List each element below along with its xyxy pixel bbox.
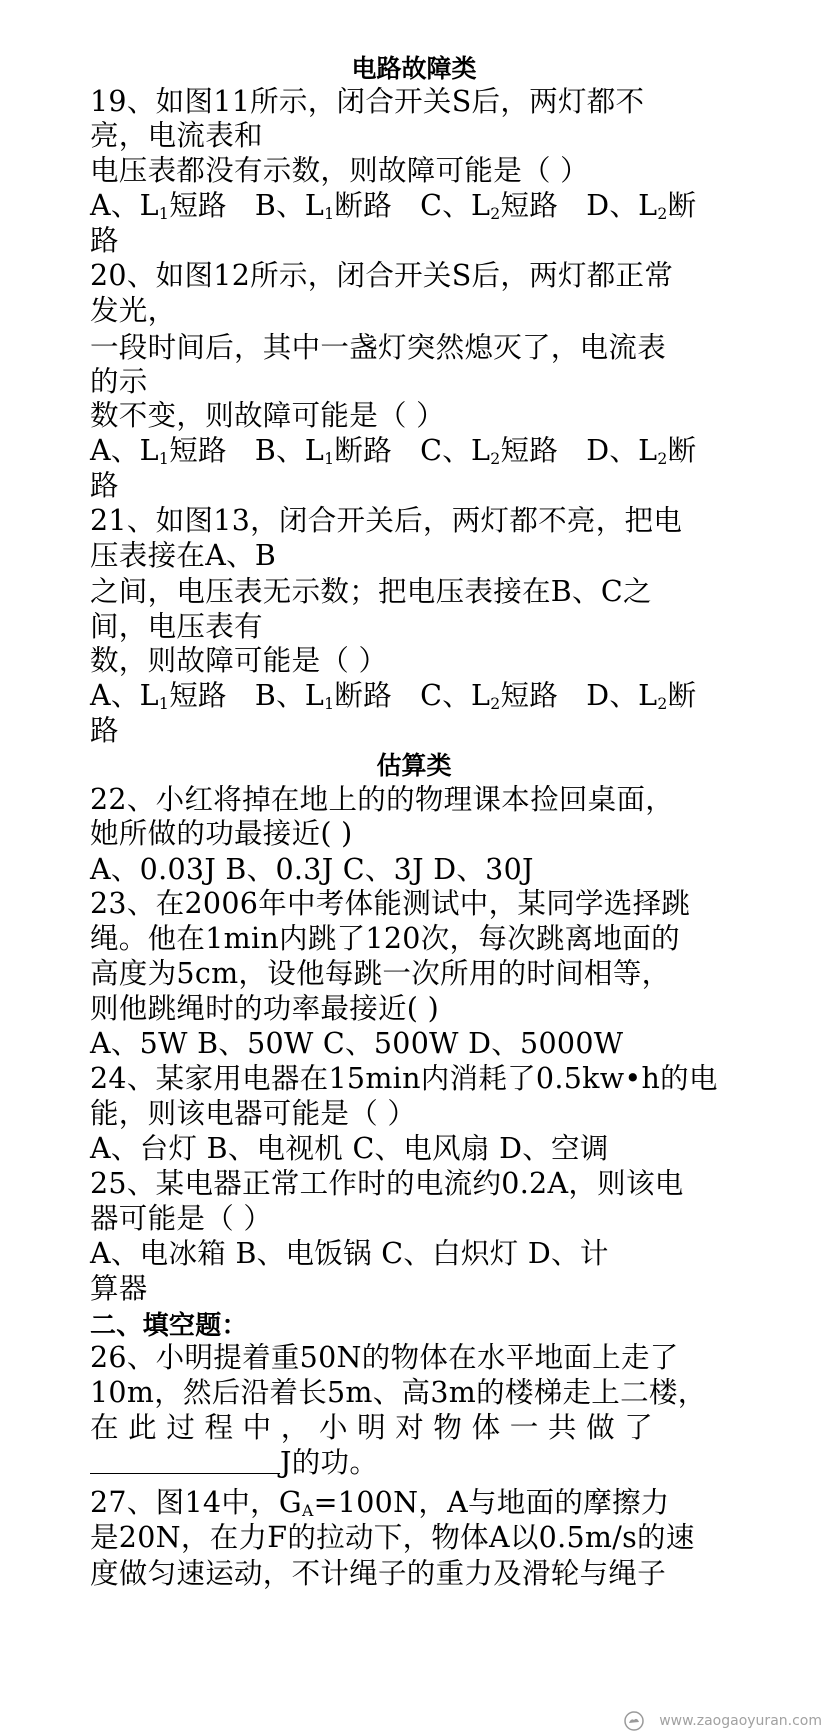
- q26-line1: 26、小明提着重50N的物体在水平地面上走了: [90, 1341, 679, 1374]
- q19-line3: 电压表都没有示数，则故障可能是（ ）: [90, 154, 589, 187]
- q21-line4: 间，电压表有: [90, 610, 263, 643]
- q26-line4-suffix: J的功。: [280, 1446, 379, 1479]
- q27-line1-sub: A: [302, 1500, 314, 1520]
- q21-line1: 21、如图13，闭合开关后，两灯都不亮，把电: [90, 504, 683, 537]
- q25-options-wrap: 算器: [90, 1272, 148, 1305]
- q21-line3: 之间，电压表无示数；把电压表接在B、C之: [90, 575, 652, 608]
- option-b-text: 断路: [334, 679, 393, 712]
- q26-line2: 10m，然后沿着长5m、高3m的楼梯走上二楼，: [90, 1376, 707, 1409]
- option-c-text: 短路: [500, 434, 559, 467]
- option-c-sub: 2: [490, 203, 501, 223]
- q19-line2: 亮，电流表和: [90, 119, 263, 152]
- q20-line1: 20、如图12所示，闭合开关S后，两灯都正常: [90, 259, 674, 292]
- option-d-sub: 2: [657, 203, 668, 223]
- q19-options-wrap: 路: [90, 224, 119, 257]
- option-c-prefix: C、L: [420, 434, 491, 467]
- q24-options: A、台灯 B、电视机 C、电风扇 D、空调: [90, 1132, 609, 1165]
- q27-line1-prefix: 27、图14中，G: [90, 1486, 302, 1519]
- option-d-text: 断: [667, 679, 697, 712]
- option-a-text: 短路: [169, 189, 227, 222]
- q27-line2: 是20N，在力F的拉动下，物体A以0.5m/s的速: [90, 1521, 695, 1554]
- option-a-sub: 1: [158, 693, 170, 713]
- option-c-prefix: C、L: [420, 679, 491, 712]
- q23-line2: 绳。他在1min内跳了120次，每次跳离地面的: [90, 922, 680, 955]
- option-a-sub: 1: [158, 448, 170, 468]
- q20-line5: 数不变，则故障可能是（ ）: [90, 399, 445, 432]
- q21-line2: 压表接在A、B: [90, 539, 277, 572]
- option-a-prefix: A、L: [90, 189, 159, 222]
- q25-options: A、电冰箱 B、电饭锅 C、白炽灯 D、计: [90, 1237, 609, 1270]
- q27-line1-suffix: =100N，A与地面的摩擦力: [313, 1486, 670, 1519]
- q23-line3: 高度为5cm，设他每跳一次所用的时间相等，: [90, 957, 671, 990]
- option-a-prefix: A、L: [90, 679, 159, 712]
- q20-options-wrap: 路: [90, 469, 119, 502]
- q21-line5: 数，则故障可能是（ ）: [90, 644, 388, 677]
- cloud-logo-icon: [624, 1711, 644, 1731]
- option-c-prefix: C、L: [420, 189, 491, 222]
- option-d-text: 断: [667, 434, 697, 467]
- watermark-text: www.zaogaoyuran.com: [659, 1713, 822, 1729]
- option-a-text: 短路: [169, 434, 227, 467]
- q23-line1: 23、在2006年中考体能测试中，某同学选择跳: [90, 887, 691, 920]
- option-c-text: 短路: [500, 679, 559, 712]
- option-b-text: 断路: [334, 434, 393, 467]
- q25-line1: 25、某电器正常工作时的电流约0.2A，则该电: [90, 1167, 684, 1200]
- option-d-sub: 2: [657, 693, 668, 713]
- q19-options: [90, 188, 696, 224]
- answer-blank[interactable]: [90, 1445, 280, 1474]
- q20-line4: 的示: [90, 365, 148, 398]
- option-c-sub: 2: [490, 448, 501, 468]
- q23-options: A、5W B、50W C、500W D、5000W: [90, 1027, 624, 1060]
- section-title-fill: 二、填空题：: [90, 1311, 248, 1341]
- option-d-sub: 2: [657, 448, 668, 468]
- q27-line3: 度做匀速运动，不计绳子的重力及滑轮与绳子: [90, 1557, 667, 1590]
- option-a-sub: 1: [158, 203, 170, 223]
- option-b-sub: 1: [324, 693, 335, 713]
- q23-line4: 则他跳绳时的功率最接近( ): [90, 992, 439, 1025]
- section-title-fault: 电路故障类: [351, 54, 477, 83]
- q20-options: [90, 433, 696, 469]
- q25-line2: 器可能是（ ）: [90, 1202, 273, 1235]
- q27-line1: [90, 1485, 670, 1521]
- option-d-text: 断: [667, 189, 697, 222]
- option-d-prefix: D、L: [586, 679, 658, 712]
- q20-line2: 发光，: [90, 294, 177, 327]
- option-c-text: 短路: [500, 189, 559, 222]
- option-b-sub: 1: [324, 448, 335, 468]
- q26-line4: [90, 1445, 378, 1481]
- option-b-prefix: B、L: [254, 434, 325, 467]
- option-b-text: 断路: [334, 189, 393, 222]
- q22-line1: 22、小红将掉在地上的的物理课本捡回桌面，: [90, 783, 675, 816]
- option-a-text: 短路: [169, 679, 227, 712]
- option-d-prefix: D、L: [586, 434, 658, 467]
- q26-line3: 在 此 过 程 中 ， 小 明 对 物 体 一 共 做 了: [90, 1411, 654, 1444]
- q22-options: A、0.03J B、0.3J C、3J D、30J: [90, 853, 534, 886]
- q21-options-wrap: 路: [90, 714, 119, 747]
- q19-line1: 19、如图11所示，闭合开关S后，两灯都不: [90, 85, 645, 118]
- option-a-prefix: A、L: [90, 434, 159, 467]
- q24-line2: 能，则该电器可能是（ ）: [90, 1097, 417, 1130]
- option-b-prefix: B、L: [254, 189, 325, 222]
- option-c-sub: 2: [490, 693, 501, 713]
- q20-line3: 一段时间后，其中一盏灯突然熄灭了，电流表: [90, 331, 667, 364]
- q22-line2: 她所做的功最接近( ): [90, 817, 353, 850]
- q24-line1: 24、某家用电器在15min内消耗了0.5kw•h的电: [90, 1062, 718, 1095]
- section-title-estimate: 估算类: [376, 751, 452, 780]
- option-d-prefix: D、L: [586, 189, 658, 222]
- q21-options: [90, 678, 696, 714]
- option-b-sub: 1: [324, 203, 335, 223]
- option-b-prefix: B、L: [254, 679, 325, 712]
